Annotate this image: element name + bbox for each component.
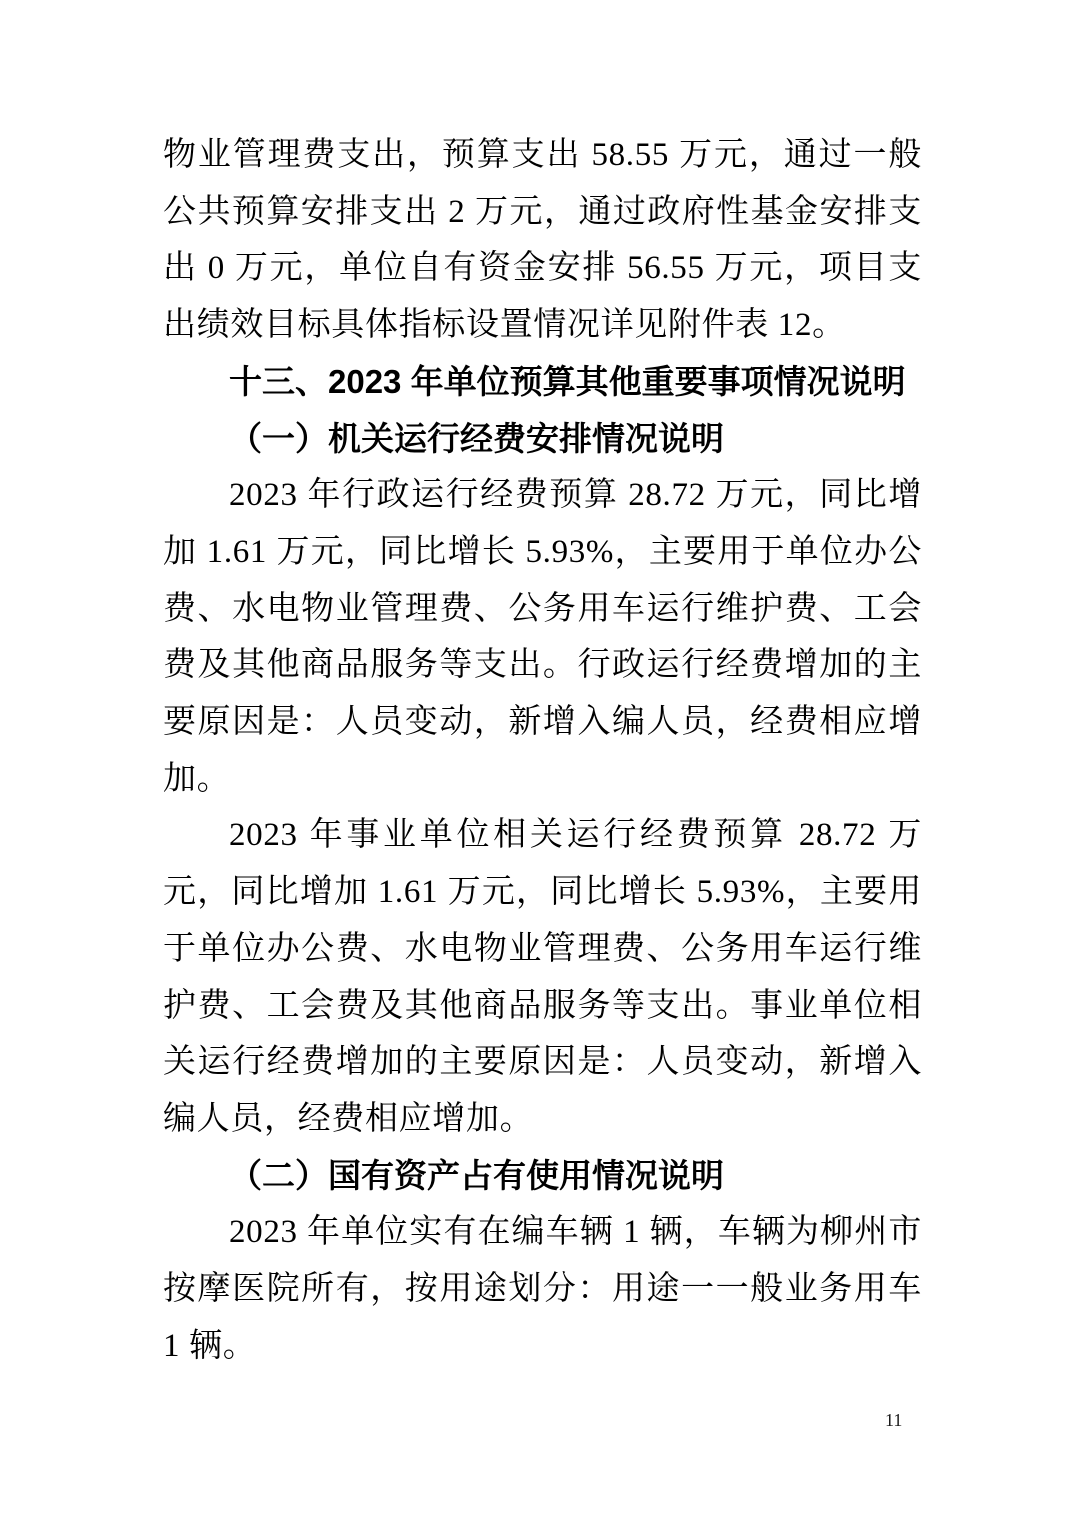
paragraph-institution-operating-funds: 2023 年事业单位相关运行经费预算 28.72 万元，同比增加 1.61 万元，同比增长 5.93%，主要用于单位办公费、水电物业管理费、公务用车运行维护费、工会费及其他商品服务等支出。事业单位相关运行经费增加的主要原因是：人员变动，新增入编人员，经费相应增加。 — [163, 817, 922, 1137]
heading-section-13: 十三、2023 年单位预算其他重要事项情况说明 — [229, 362, 906, 400]
paragraph-property-fee-expenditure: 物业管理费支出，预算支出 58.55 万元，通过一般公共预算安排支出 2 万元，通过政府性基金安排支出 0 万元，单位自有资金安排 56.55 万元，项目支出绩效目标具体指标设置情况详见附件表 12。 — [163, 137, 922, 344]
paragraph-state-assets-vehicles: 2023 年单位实有在编车辆 1 辆，车辆为柳州市按摩医院所有，按用途划分：用途一一般业务用车 1 辆。 — [163, 1214, 922, 1364]
page-number: 11 — [885, 1410, 903, 1430]
page-content — [163, 127, 922, 1374]
paragraph-admin-operating-funds: 2023 年行政运行经费预算 28.72 万元，同比增加 1.61 万元，同比增长 5.93%，主要用于单位办公费、水电物业管理费、公务用车运行维护费、工会费及其他商品服务等支出。行政运行经费增加的主要原因是：人员变动，新增入编人员，经费相应增加。 — [163, 477, 922, 797]
heading-subsection-2-state-assets: （二）国有资产占有使用情况说明 — [229, 1156, 724, 1194]
heading-subsection-1-operating-funds: （一）机关运行经费安排情况说明 — [229, 419, 724, 457]
